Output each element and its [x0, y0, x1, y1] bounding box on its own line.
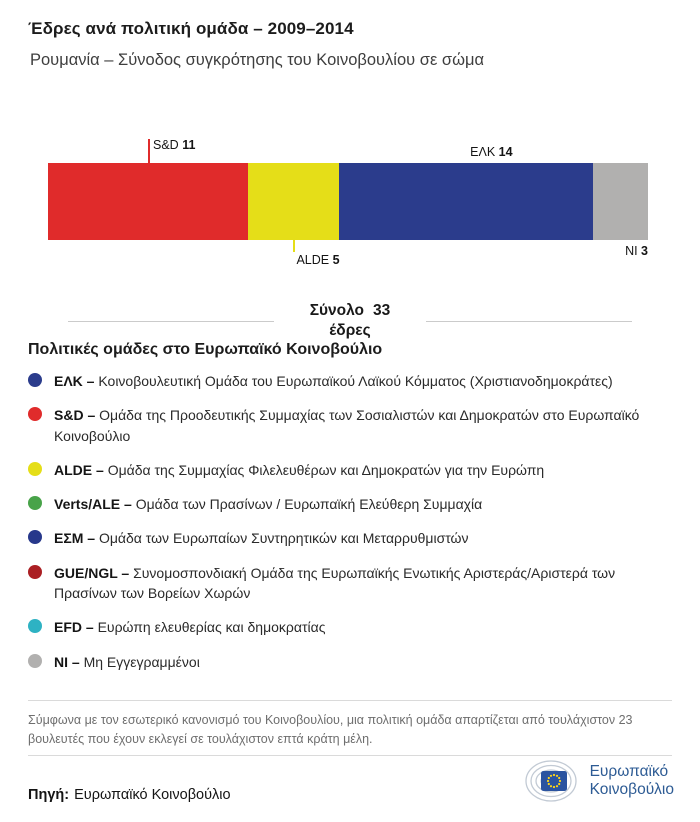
source-value: Ευρωπαϊκό Κοινοβούλιο: [74, 787, 231, 803]
legend-heading: Πολιτικές ομάδες στο Ευρωπαϊκό Κοινοβούλιο: [28, 341, 383, 358]
callout-line-sd: [148, 139, 150, 163]
legend-label-gue-ngl: GUE/NGL – Συνομοσπονδιακή Ομάδα της Ευρωπαϊκής Ενωτικής Αριστεράς/Αριστερά των Πρασίνων των Βορείων Χωρών: [54, 564, 616, 602]
legend-item-gue-ngl: [28, 563, 653, 604]
legend-item-efd: [28, 617, 653, 637]
ep-logo-hemicycle-icon: [525, 759, 581, 803]
ep-logo: [525, 759, 674, 803]
bar-segment-alde: [248, 163, 339, 240]
total-unit: έδρες: [329, 322, 371, 340]
stacked-bar: [48, 163, 648, 240]
page-subtitle: Ρουμανία – Σύνοδος συγκρότησης του Κοινοβουλίου σε σώμα: [30, 51, 484, 69]
legend-label-epp: ΕΛΚ – Κοινοβουλευτική Ομάδα του Ευρωπαϊκού Λαϊκού Κόμματος (Χριστιανοδημοκράτες): [54, 373, 613, 389]
legend-label-verts-ale: Verts/ALE – Ομάδα των Πρασίνων / Ευρωπαϊκή Ελεύθερη Συμμαχία: [54, 496, 483, 513]
footnote: Σύμφωνα με τον εσωτερικό κανονισμό του Κοινοβουλίου, μια πολιτική ομάδα απαρτίζεται από τουλάχιστον 23 βουλευτές που έχουν εκλεγεί σε τουλάχιστον επτά κράτη μέλη.: [28, 713, 633, 747]
legend-label-ni: NI – Μη Εγγεγραμμένοι: [54, 653, 200, 670]
legend-dot-sd: [28, 407, 42, 421]
total-divider-left: [68, 321, 274, 322]
total-row: [68, 301, 632, 341]
legend-item-epp: [28, 371, 653, 391]
total-value: 33: [373, 302, 391, 319]
legend-dot-efd: [28, 619, 42, 633]
bar-segment-epp: [339, 163, 594, 240]
legend-item-ni: [28, 652, 653, 672]
ep-logo-text: [590, 763, 674, 800]
callout-label-sd: S&D 11: [153, 138, 196, 152]
total-caption: [288, 301, 413, 341]
legend-label-ecr: ΕΣΜ – Ομάδα των Ευρωπαίων Συντηρητικών και Μεταρρυθμιστών: [54, 530, 469, 547]
legend-dot-gue-ngl: [28, 565, 42, 579]
legend-item-ecr: [28, 528, 653, 548]
legend-item-sd: [28, 405, 653, 446]
legend-dot-epp: [28, 373, 42, 387]
legend-dot-alde: [28, 462, 42, 476]
callout-line-alde: [293, 240, 295, 252]
bar-segment-ni: [593, 163, 648, 240]
legend-dot-verts-ale: [28, 496, 42, 510]
legend-label-sd: S&D – Ομάδα της Προοδευτικής Συμμαχίας των Σοσιαλιστών και Δημοκρατών στο Ευρωπαϊκό Κοινοβούλιο: [54, 407, 640, 444]
footnote-divider-top: [28, 700, 672, 701]
legend-item-alde: [28, 460, 653, 480]
source-label: Πηγή:: [28, 787, 70, 803]
total-divider-right: [426, 321, 632, 322]
ep-logo-line2: Κοινοβούλιο: [589, 781, 674, 798]
legend-label-alde: ALDE – Ομάδα της Συμμαχίας Φιλελευθέρων και Δημοκρατών για την Ευρώπη: [54, 461, 545, 478]
footnote-divider-bottom: [28, 755, 672, 756]
legend-item-verts-ale: [28, 494, 653, 514]
legend-list: [28, 371, 653, 672]
bar-chart: [48, 138, 648, 267]
callout-ni: [625, 244, 648, 258]
source-line: [28, 787, 231, 803]
callout-epp: [466, 145, 512, 159]
total-word: Σύνολο: [309, 302, 365, 319]
callout-label-epp: ΕΛΚ 14: [470, 145, 513, 159]
legend-dot-ecr: [28, 530, 42, 544]
ep-logo-line1: Ευρωπαϊκό: [589, 762, 669, 780]
callout-label-ni: NI 3: [625, 244, 648, 258]
page-title: Έδρες ανά πολιτική ομάδα – 2009–2014: [28, 19, 354, 38]
callout-label-alde: ALDE 5: [296, 253, 340, 267]
legend-dot-ni: [28, 654, 42, 668]
legend-label-efd: EFD – Ευρώπη ελευθερίας και δημοκρατίας: [54, 619, 326, 636]
bar-segment-sd: [48, 163, 248, 240]
